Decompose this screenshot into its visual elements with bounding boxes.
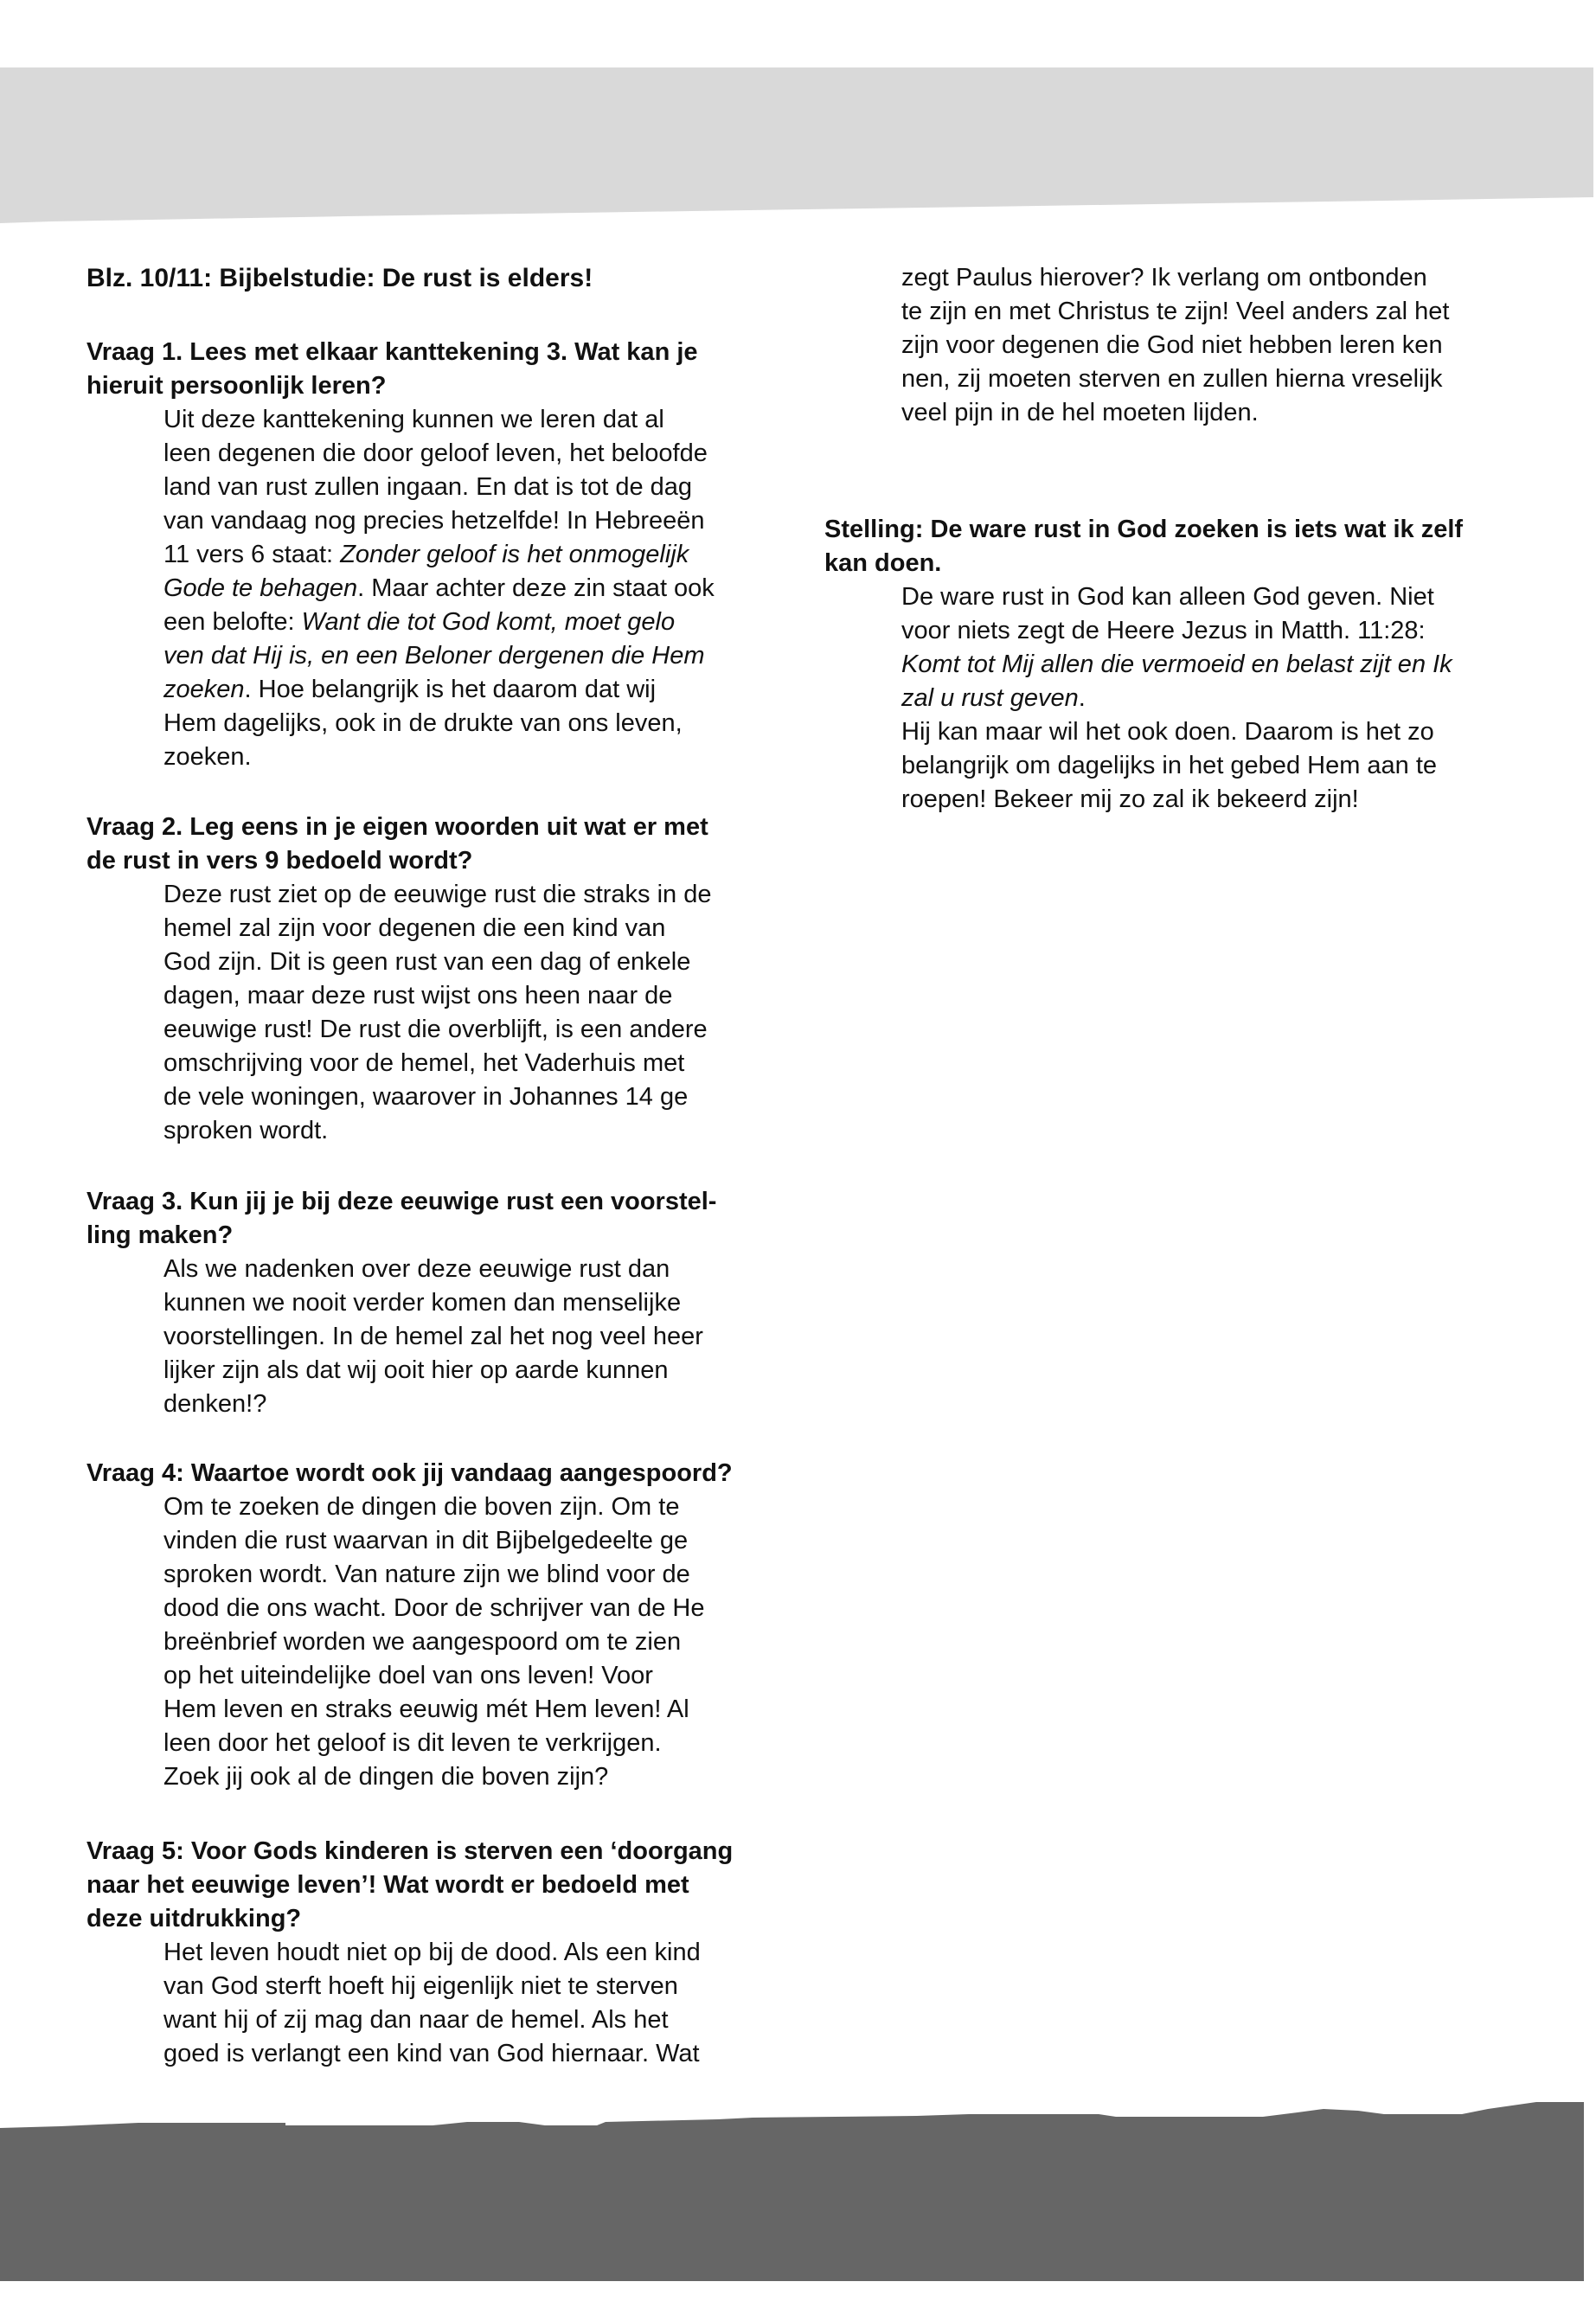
answer-line [87, 707, 715, 740]
question-heading [824, 513, 1463, 580]
answer-line [824, 715, 1463, 749]
text-segment: op het uiteindelijke doel van ons leven! Voor [163, 1662, 653, 1689]
answer-line [87, 437, 715, 471]
text-segment: sproken wordt. [163, 1117, 329, 1144]
text-segment: lijker zijn als dat wij ooit hier op aarde kunnen [163, 1356, 669, 1384]
answer-line [824, 648, 1463, 682]
answer-line [87, 1286, 716, 1320]
answer-line [824, 261, 1449, 295]
text-segment: goed is verlangt een kind van God hiernaar. Wat [163, 2040, 700, 2067]
text-segment: van God sterft hoeft hij eigenlijk niet te sterven [163, 1972, 678, 2000]
footer-band [0, 2102, 1596, 2301]
answer-text [87, 1253, 716, 1421]
answer-text [87, 878, 712, 1148]
heading-line: de rust in vers 9 bedoeld wordt? [87, 847, 473, 875]
answer-line [87, 1047, 712, 1080]
question-heading [87, 811, 712, 878]
scripture-quote: Komt tot Mij allen die vermoeid en belast zijt en Ik [901, 651, 1452, 678]
scripture-quote: ven dat Hij is, en een Beloner dergenen die Hem [163, 642, 705, 670]
answer-line [87, 572, 715, 606]
section-q5-cont [824, 261, 1449, 430]
scripture-quote: Gode te behagen [163, 574, 358, 602]
question-heading [87, 1835, 733, 1936]
text-segment: Het leven houdt niet op bij de dood. Als een kind [163, 1939, 701, 1966]
text-segment: omschrijving voor de hemel, het Vaderhuis met [163, 1049, 685, 1077]
heading-line: Vraag 4: Waartoe wordt ook jij vandaag aangespoord? [87, 1459, 733, 1487]
text-segment: land van rust zullen ingaan. En dat is tot de dag [163, 473, 693, 501]
text-segment: voor niets zegt de Heere Jezus in Matth. 11:28: [901, 617, 1426, 644]
answer-text [824, 261, 1449, 430]
scripture-quote: zal u rust geven [901, 684, 1079, 712]
section-q4 [87, 1457, 733, 1794]
text-segment: denken!? [163, 1390, 267, 1418]
answer-line [87, 1659, 733, 1693]
answer-line [87, 504, 715, 538]
answer-line [824, 682, 1463, 715]
answer-line [87, 1558, 733, 1592]
section-q1 [87, 336, 715, 774]
text-segment: dagen, maar deze rust wijst ons heen naar de [163, 982, 673, 1009]
text-segment: sproken wordt. Van nature zijn we blind voor de [163, 1561, 690, 1588]
text-segment: Om te zoeken de dingen die boven zijn. Om te [163, 1493, 680, 1521]
text-segment: de vele woningen, waarover in Johannes 14 ge [163, 1083, 689, 1111]
text-segment: dood die ons wacht. Door de schrijver van de He [163, 1594, 705, 1622]
heading-line: Vraag 2. Leg eens in je eigen woorden uit wat er met [87, 813, 708, 841]
answer-line [824, 396, 1449, 430]
text-segment: Deze rust ziet op de eeuwige rust die straks in de [163, 881, 712, 908]
answer-text [824, 580, 1463, 817]
question-heading [87, 1185, 716, 1253]
text-segment: Hem leven en straks eeuwig mét Hem leven! Al [163, 1695, 689, 1723]
answer-line [87, 1936, 733, 1970]
answer-text [87, 1490, 733, 1794]
answer-line [87, 1320, 716, 1354]
text-segment: leen door het geloof is dit leven te verkrijgen. [163, 1729, 662, 1757]
text-segment: vinden die rust waarvan in dit Bijbelgedeelte ge [163, 1527, 689, 1554]
heading-line: Vraag 3. Kun jij je bij deze eeuwige rust een voorstel- [87, 1188, 717, 1215]
answer-line [87, 1727, 733, 1760]
text-segment: een belofte: [163, 608, 302, 636]
answer-line [87, 2037, 733, 2071]
text-segment: breënbrief worden we aangespoord om te zien [163, 1628, 682, 1656]
section-stelling [824, 513, 1463, 817]
answer-line [87, 2003, 733, 2037]
heading-line: ling maken? [87, 1221, 234, 1249]
answer-line [87, 912, 712, 945]
text-segment: van vandaag nog precies hetzelfde! In Hebreeën [163, 507, 705, 535]
answer-line [87, 673, 715, 707]
answer-line [87, 979, 712, 1013]
answer-line [87, 538, 715, 572]
heading-line: deze uitdrukking? [87, 1905, 302, 1932]
answer-text [87, 1936, 733, 2071]
section-q5 [87, 1835, 733, 2071]
text-segment: leen degenen die door geloof leven, het beloofde [163, 439, 708, 467]
text-segment: Hem dagelijks, ook in de drukte van ons leven, [163, 709, 683, 737]
answer-line [87, 1693, 733, 1727]
text-segment: zijn voor degenen die God niet hebben leren ken [901, 331, 1443, 359]
text-segment: Zoek jij ook al de dingen die boven zijn? [163, 1763, 609, 1791]
text-segment: belangrijk om dagelijks in het gebed Hem aan te [901, 752, 1438, 779]
text-segment: Als we nadenken over deze eeuwige rust dan [163, 1255, 670, 1283]
text-segment: Hij kan maar wil het ook doen. Daarom is het zo [901, 718, 1434, 746]
heading-line: Stelling: De ware rust in God zoeken is iets wat ik zelf [824, 516, 1464, 543]
text-segment: nen, zij moeten sterven en zullen hierna vreselijk [901, 365, 1443, 393]
scripture-quote: Zonder geloof is het onmogelijk [340, 541, 689, 568]
answer-line [87, 1114, 712, 1148]
heading-line: Vraag 5: Voor Gods kinderen is sterven een ‘doorgang [87, 1837, 734, 1865]
text-segment: voorstellingen. In de hemel zal het nog veel heer [163, 1323, 703, 1350]
answer-line [87, 945, 712, 979]
answer-line [87, 1625, 733, 1659]
answer-line [87, 1354, 716, 1388]
question-heading [87, 336, 715, 403]
text-segment: te zijn en met Christus te zijn! Veel anders zal het [901, 298, 1450, 325]
heading-line: hieruit persoonlijk leren? [87, 372, 387, 400]
answer-line [87, 1524, 733, 1558]
text-segment: want hij of zij mag dan naar de hemel. Als het [163, 2006, 669, 2034]
answer-line [87, 1592, 733, 1625]
text-segment: Uit deze kanttekening kunnen we leren dat al [163, 406, 664, 433]
answer-line [87, 471, 715, 504]
answer-line [824, 614, 1463, 648]
answer-line [87, 1970, 733, 2003]
answer-line [824, 295, 1449, 329]
section-q2 [87, 811, 712, 1148]
answer-line [87, 1080, 712, 1114]
page-title: Blz. 10/11: Bijbelstudie: De rust is elders! [87, 264, 593, 292]
answer-line [824, 580, 1463, 614]
text-segment: God zijn. Dit is geen rust van een dag of enkele [163, 948, 691, 976]
answer-line [87, 1760, 733, 1794]
answer-line [824, 749, 1463, 783]
heading-line: naar het eeuwige leven’! Wat wordt er bedoeld met [87, 1871, 689, 1899]
answer-line [87, 1013, 712, 1047]
answer-line [87, 1490, 733, 1524]
text-segment: kunnen we nooit verder komen dan menselijke [163, 1289, 682, 1317]
text-segment: hemel zal zijn voor degenen die een kind van [163, 914, 666, 942]
text-segment: . [1078, 684, 1086, 712]
question-heading [87, 1457, 733, 1490]
text-segment: 11 vers 6 staat: [163, 541, 341, 568]
scripture-quote: zoeken [163, 676, 245, 703]
answer-line [87, 639, 715, 673]
text-segment: . Maar achter deze zin staat ook [357, 574, 715, 602]
answer-line [824, 783, 1463, 817]
answer-line [87, 403, 715, 437]
answer-line [824, 362, 1449, 396]
header-band [0, 0, 1596, 225]
section-q3 [87, 1185, 716, 1421]
answer-line [87, 740, 715, 774]
text-segment: De ware rust in God kan alleen God geven. Niet [901, 583, 1434, 611]
scripture-quote: Want die tot God komt, moet gelo [301, 608, 676, 636]
answer-line [87, 1253, 716, 1286]
text-segment: eeuwige rust! De rust die overblijft, is een andere [163, 1016, 708, 1043]
heading-line: kan doen. [824, 549, 942, 577]
text-segment: . Hoe belangrijk is het daarom dat wij [244, 676, 657, 703]
text-segment: zoeken. [163, 743, 252, 771]
heading-line: Vraag 1. Lees met elkaar kanttekening 3. Wat kan je [87, 338, 698, 366]
answer-text [87, 403, 715, 774]
answer-line [87, 878, 712, 912]
text-segment: roepen! Bekeer mij zo zal ik bekeerd zijn! [901, 785, 1359, 813]
answer-line [824, 329, 1449, 362]
answer-line [87, 1388, 716, 1421]
text-segment: zegt Paulus hierover? Ik verlang om ontbonden [901, 264, 1427, 292]
text-segment: veel pijn in de hel moeten lijden. [901, 399, 1259, 426]
answer-line [87, 606, 715, 639]
